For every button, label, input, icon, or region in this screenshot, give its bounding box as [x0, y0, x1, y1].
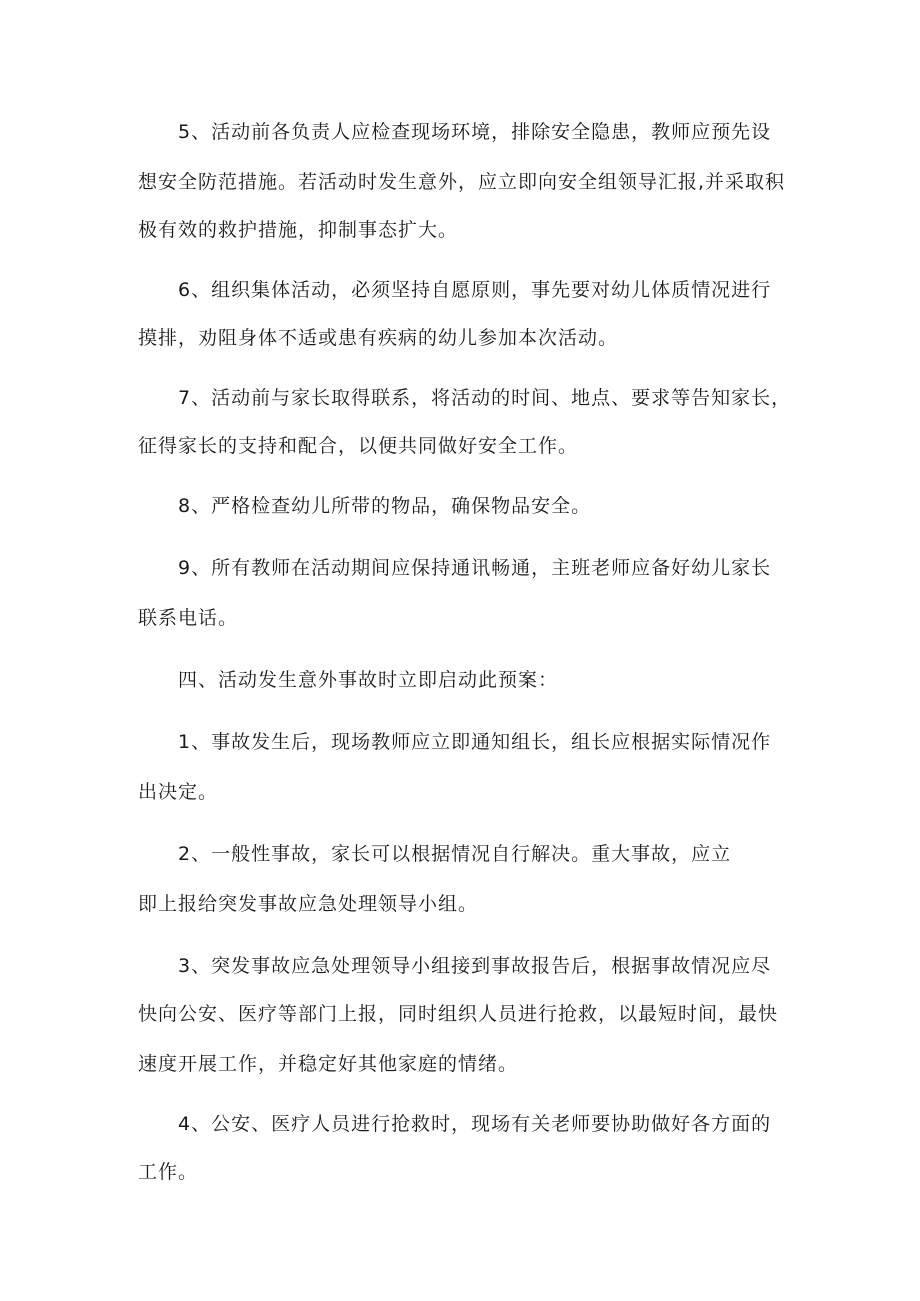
section-4-heading: 四、活动发生意外事故时立即启动此预案： [178, 669, 559, 691]
paragraph-5-line-1: 5、活动前各负责人应检查现场环境，排除安全隐患，教师应预先设 [178, 121, 772, 143]
paragraph-6-line-2: 摸排，劝阻身体不适或患有疾病的幼儿参加本次活动。 [138, 327, 619, 349]
paragraph-9-line-1: 9、所有教师在活动期间应保持通讯畅通，主班老师应备好幼儿家长 [178, 557, 772, 579]
paragraph-7-line-2: 征得家长的支持和配合，以便共同做好安全工作。 [138, 435, 579, 457]
step-2-line-1: 2、一般性事故，家长可以根据情况自行解决。重大事故，应立 [178, 843, 732, 865]
paragraph-9-line-2: 联系电话。 [138, 607, 239, 629]
step-3-line-2: 快向公安、医疗等部门上报，同时组织人员进行抢救，以最短时间，最快 [138, 1003, 779, 1025]
paragraph-7-line-1: 7、活动前与家长取得联系，将活动的时间、地点、要求等告知家长， [178, 387, 792, 409]
paragraph-6-line-1: 6、组织集体活动，必须坚持自愿原则，事先要对幼儿体质情况进行 [178, 279, 772, 301]
step-1-line-2: 出决定。 [138, 781, 219, 803]
step-4-line-1: 4、公安、医疗人员进行抢救时，现场有关老师要协助做好各方面的 [178, 1113, 772, 1135]
paragraph-5-line-2: 想安全防范措施。若活动时发生意外，应立即向安全组领导汇报,并采取积 [138, 171, 786, 193]
step-3-line-3: 速度开展工作，并稳定好其他家庭的情绪。 [138, 1053, 519, 1075]
step-4-line-2: 工作。 [138, 1161, 199, 1183]
step-3-line-1: 3、突发事故应急处理领导小组接到事故报告后，根据事故情况应尽 [178, 955, 772, 977]
paragraph-8-line-1: 8、严格检查幼儿所带的物品，确保物品安全。 [178, 495, 592, 517]
paragraph-5-line-3: 极有效的救护措施，抑制事态扩大。 [138, 219, 459, 241]
step-2-line-2: 即上报给突发事故应急处理领导小组。 [138, 893, 479, 915]
step-1-line-1: 1、事故发生后，现场教师应立即通知组长，组长应根据实际情况作 [178, 731, 772, 753]
